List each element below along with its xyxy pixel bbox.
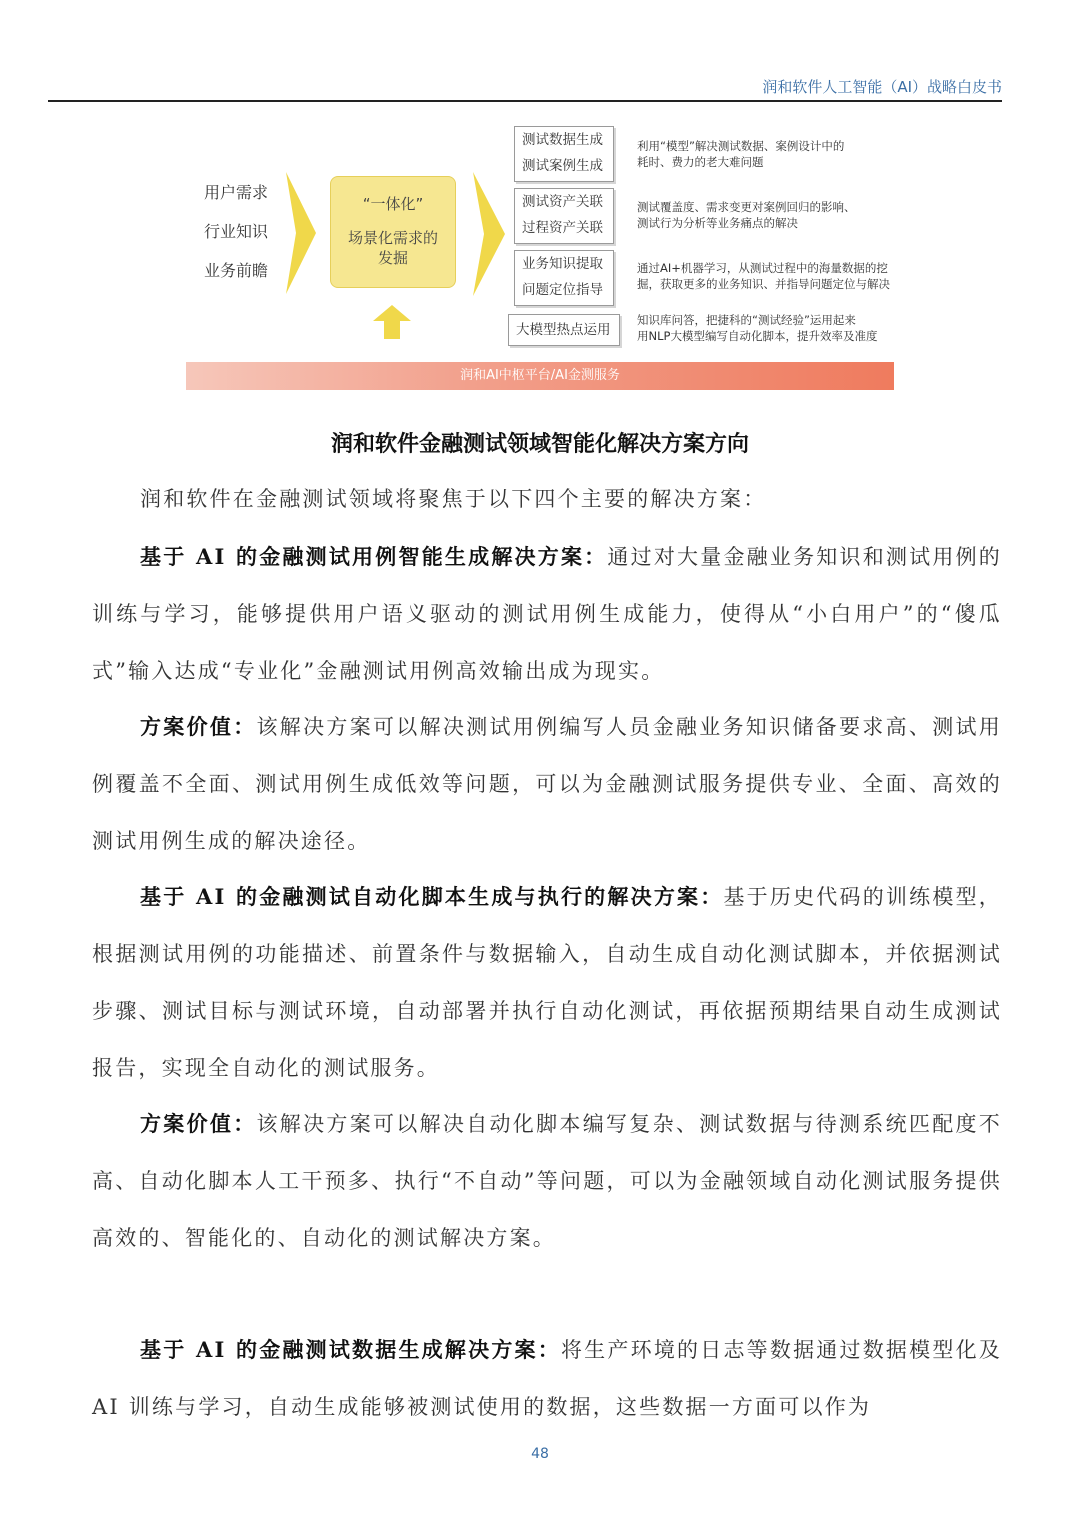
box-line: 大模型热点运用 bbox=[516, 322, 611, 338]
description-2 bbox=[637, 199, 856, 231]
solution-diagram bbox=[0, 0, 1080, 400]
box-business-knowledge-extraction bbox=[514, 250, 614, 306]
box-line: 测试数据生成 bbox=[522, 132, 603, 148]
description-line: 用NLP大模型编写自动化脚本，提升效率及准度 bbox=[637, 329, 878, 343]
box-test-data-generation bbox=[514, 126, 614, 182]
figure-caption: 润和软件金融测试领域智能化解决方案方向 bbox=[330, 432, 749, 457]
description-3 bbox=[637, 260, 890, 292]
box-line: 测试资产关联 bbox=[522, 194, 603, 210]
paragraph-automation-script bbox=[92, 868, 1002, 1097]
description-line: 利用“模型”解决测试数据、案例设计中的 bbox=[637, 139, 845, 153]
paragraph-heading: 方案价值： bbox=[140, 714, 257, 739]
input-user-requirements: 用户需求 bbox=[204, 183, 269, 202]
input-industry-knowledge: 行业知识 bbox=[204, 222, 269, 241]
box-llm-hotspot-application bbox=[508, 314, 620, 346]
paragraph-text: 润和软件在金融测试领域将聚焦于以下四个主要的解决方案： bbox=[140, 487, 767, 511]
description-line: 掘，获取更多的业务知识、并指导问题定位与解决 bbox=[637, 277, 890, 291]
page-number: 48 bbox=[531, 1446, 549, 1462]
box-line: 测试案例生成 bbox=[522, 158, 603, 174]
paragraph-text: 通过对大量金融业务知识和测试用例的训练与学习，能够提供用户语义驱动的测试用例生成能力，使得从“小白用户”的“傻瓜式”输入达成“专业化”金融测试用例高效输出成为现实。 bbox=[92, 545, 1002, 683]
box-line: 过程资产关联 bbox=[522, 220, 603, 236]
description-line: 知识库问答，把捷科的“测试经验”运用起来 bbox=[637, 313, 856, 327]
paragraph-intro bbox=[92, 471, 1002, 528]
description-line: 通过AI+机器学习，从测试过程中的海量数据的挖 bbox=[637, 261, 888, 275]
platform-bar: 润和AI中枢平台/AI金测服务 bbox=[186, 362, 894, 390]
right-arrow-icon bbox=[473, 172, 505, 296]
diagram-inputs bbox=[204, 182, 268, 299]
paragraph-heading: 方案价值： bbox=[140, 1111, 257, 1136]
box-line: 问题定位指导 bbox=[522, 282, 603, 298]
paragraph-text: 基于历史代码的训练模型，根据测试用例的功能描述、前置条件与数据输入，自动生成自动化测试脚本，并依据测试步骤、测试目标与测试环境，自动部署并执行自动化测试，再依据预期结果自动生成测试报告，实现全自动化的测试服务。 bbox=[92, 885, 1002, 1080]
paragraph-text: 将生产环境的日志等数据通过数据模型化及 AI 训练与学习，自动生成能够被测试使用的数据，这些数据一方面可以作为 bbox=[92, 1338, 1002, 1419]
paragraph-test-data-generation bbox=[92, 1321, 1002, 1436]
description-line: 测试覆盖度、需求变更对案例回归的影响、 bbox=[637, 200, 856, 214]
paragraph-test-case-generation bbox=[92, 528, 1002, 700]
paragraph-text: 该解决方案可以解决测试用例编写人员金融业务知识储备要求高、测试用例覆盖不全面、测试用例生成低效等问题，可以为金融测试服务提供专业、全面、高效的测试用例生成的解决途径。 bbox=[92, 715, 1002, 853]
description-4 bbox=[637, 312, 877, 344]
paragraph-heading: 基于 AI 的金融测试自动化脚本生成与执行的解决方案： bbox=[140, 884, 724, 909]
paragraph-text: 该解决方案可以解决自动化脚本编写复杂、测试数据与待测系统匹配度不高、自动化脚本人工干预多、执行“不自动”等问题，可以为金融领域自动化测试服务提供高效的、智能化的、自动化的测试解决方案。 bbox=[92, 1112, 1002, 1250]
paragraph-value-2 bbox=[92, 1095, 1002, 1267]
center-box bbox=[330, 176, 456, 288]
paragraph-heading: 基于 AI 的金融测试用例智能生成解决方案： bbox=[140, 544, 608, 569]
box-test-asset-association bbox=[514, 188, 614, 244]
description-line: 耗时、费力的老大难问题 bbox=[637, 155, 764, 169]
paragraph-heading: 基于 AI 的金融测试数据生成解决方案： bbox=[140, 1337, 561, 1362]
header-title: 润和软件人工智能（AI）战略白皮书 bbox=[762, 78, 1002, 96]
paragraph-value-1 bbox=[92, 698, 1002, 870]
input-business-foresight: 业务前瞻 bbox=[204, 261, 269, 280]
center-box-title: “一体化” bbox=[362, 195, 424, 213]
description-line: 测试行为分析等业务痛点的解决 bbox=[637, 216, 798, 230]
up-arrow-icon bbox=[373, 305, 411, 339]
description-1 bbox=[637, 138, 844, 170]
right-arrow-icon bbox=[286, 172, 316, 294]
center-box-subtitle: 场景化需求的发掘 bbox=[348, 229, 439, 267]
box-line: 业务知识提取 bbox=[522, 256, 603, 272]
